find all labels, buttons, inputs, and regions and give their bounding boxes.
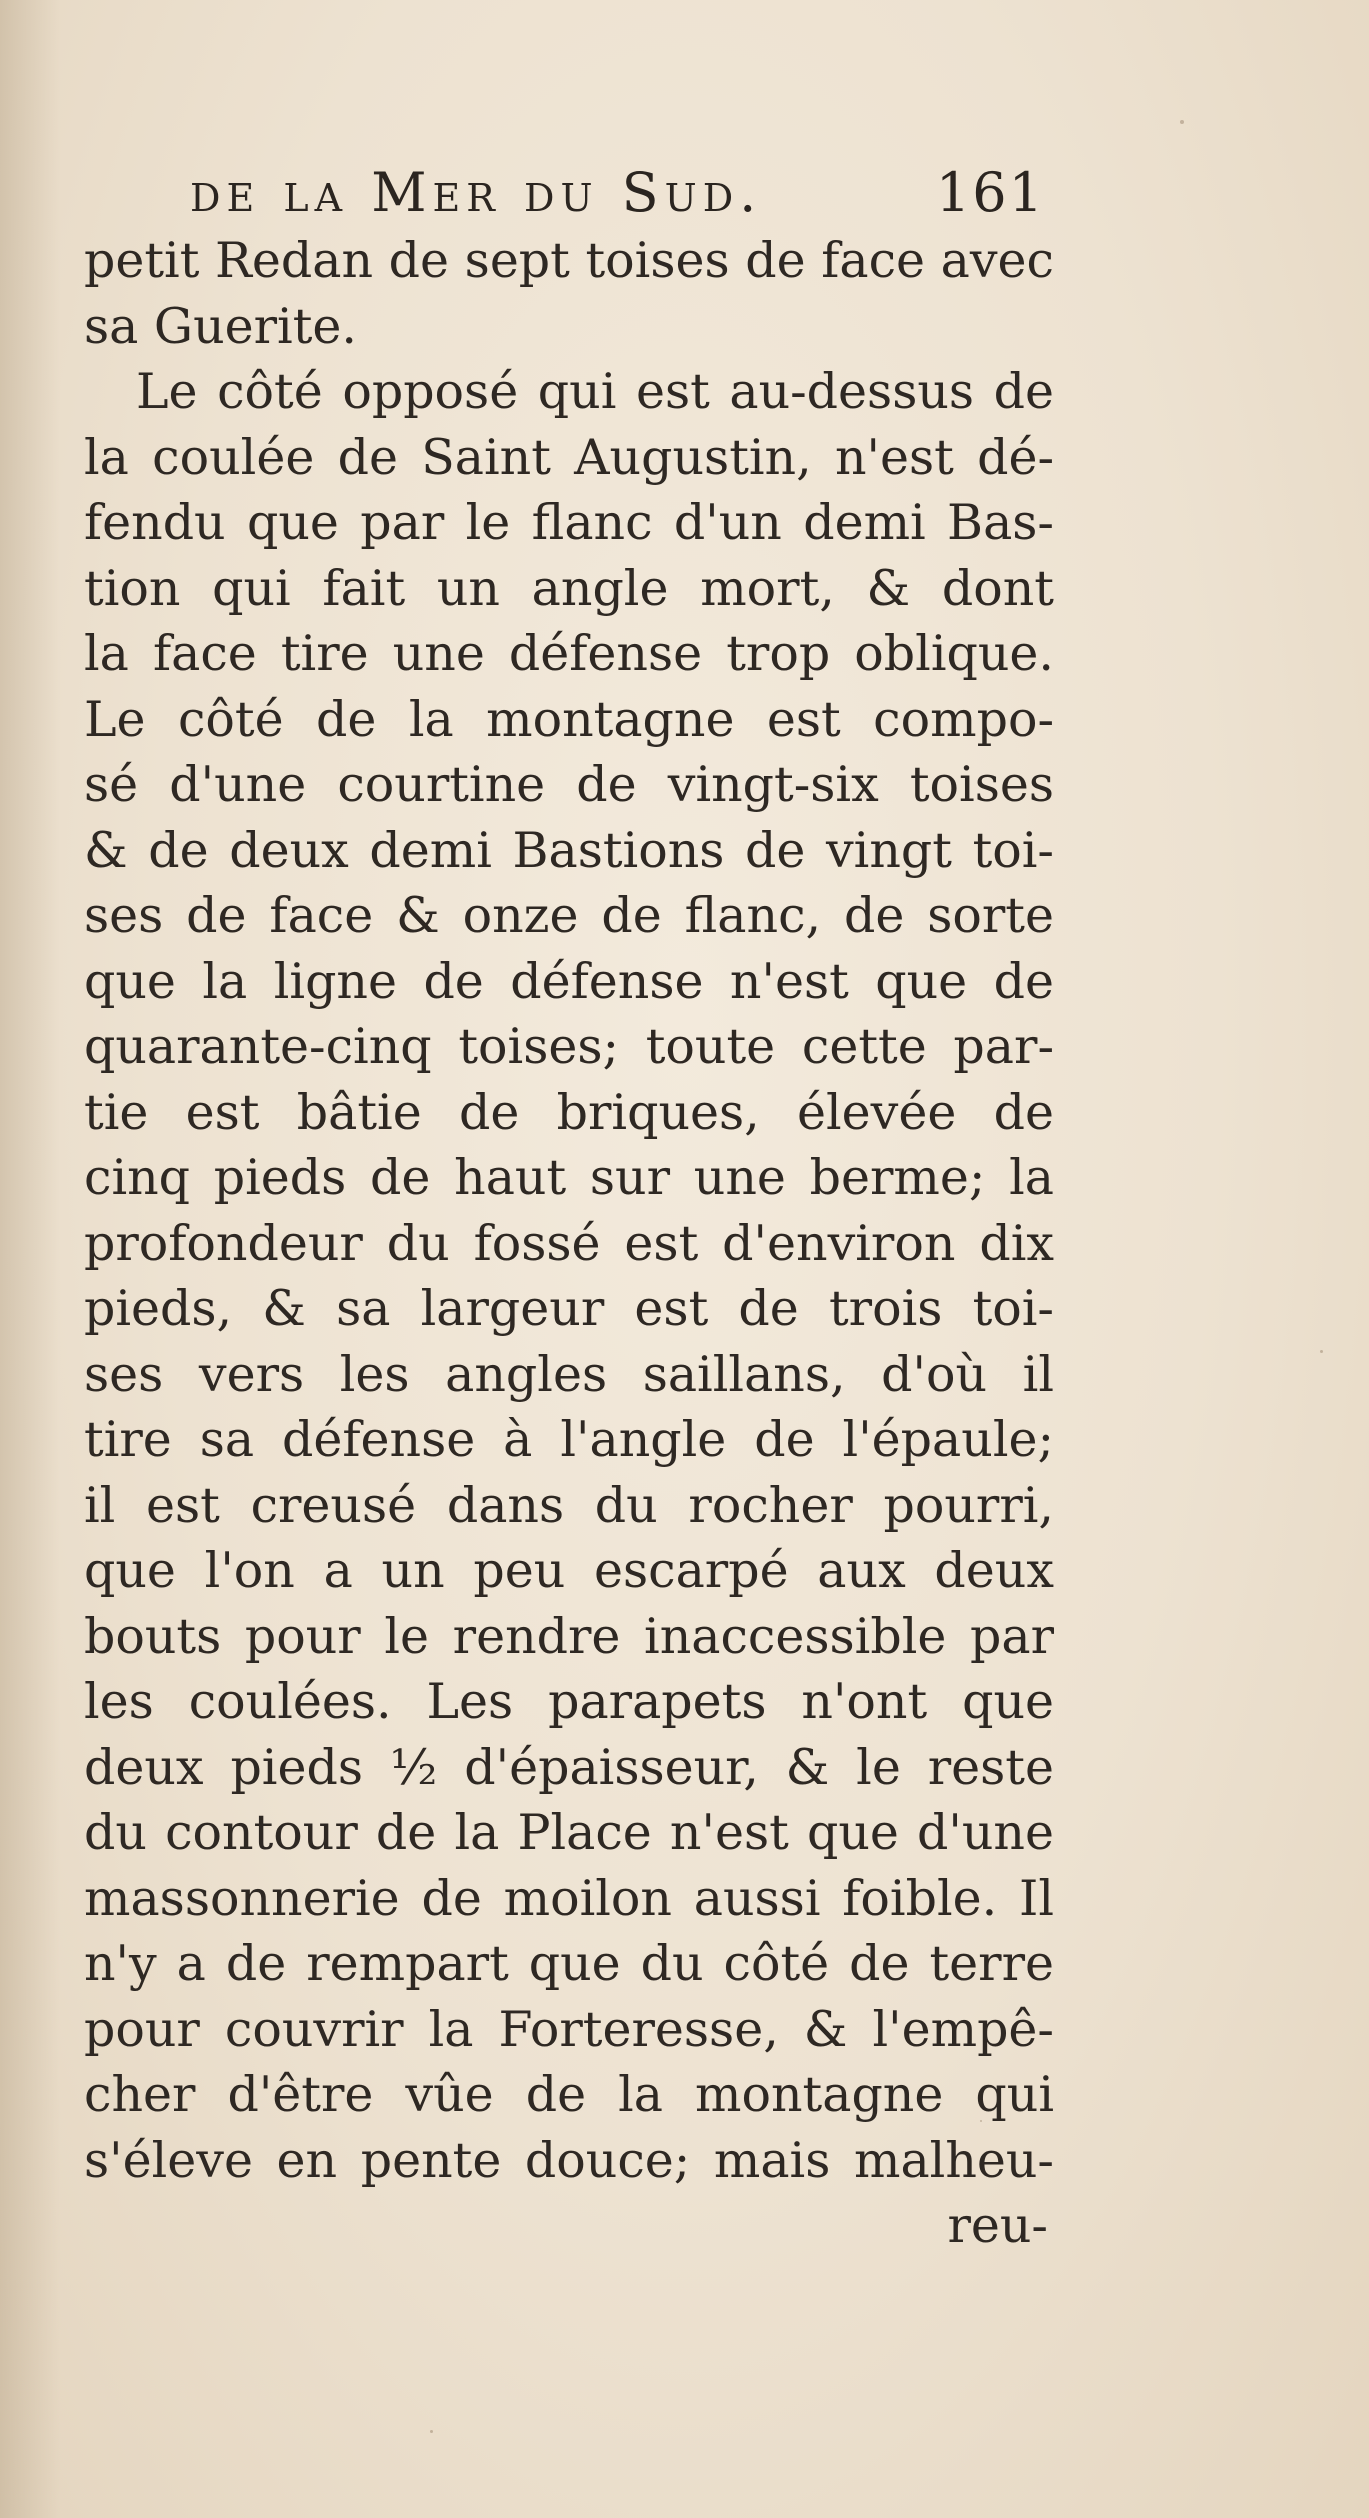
text-line: profondeur du fossé est d'environ dix <box>84 1214 1054 1272</box>
running-head: de la Mer du Sud. <box>190 161 763 224</box>
text-line: que la ligne de défense n'est que de <box>84 952 1054 1010</box>
page-header <box>190 158 1045 228</box>
page-number: 161 <box>935 161 1045 224</box>
paper-speck <box>430 2430 433 2433</box>
catchword: reu- <box>947 2197 1048 2254</box>
text-line: quarante-cinq toises; toute cette par- <box>84 1018 1054 1075</box>
text-line: la face tire une défense trop oblique. <box>84 625 1054 682</box>
text-line: pieds, & sa largeur est de trois toi- <box>84 1280 1054 1337</box>
text-line: n'y a de rempart que du côté de terre <box>84 1935 1054 1992</box>
text-line: cinq pieds de haut sur une berme; la <box>84 1149 1054 1206</box>
text-line: Le côté de la montagne est compo- <box>84 690 1054 748</box>
text-line: massonnerie de moilon aussi foible. Il <box>84 1869 1054 1927</box>
body-text <box>84 228 1054 2259</box>
text-line: petit Redan de sept toises de face avec <box>84 232 1054 289</box>
text-line: la coulée de Saint Augustin, n'est dé- <box>84 428 1054 486</box>
text-line: tie est bâtie de briques, élevée de <box>84 1083 1054 1141</box>
text-line: il est creusé dans du rocher pourri, <box>84 1476 1054 1534</box>
text-line: cher d'être vûe de la montagne qui <box>84 2066 1054 2123</box>
text-line: pour couvrir la Forteresse, & l'empê- <box>84 2000 1054 2058</box>
text-line: tire sa défense à l'angle de l'épaule; <box>84 1411 1054 1468</box>
text-line: ses de face & onze de flanc, de sorte <box>84 887 1054 944</box>
text-line: & de deux demi Bastions de vingt toi- <box>84 821 1054 879</box>
text-line: du contour de la Place n'est que d'une <box>84 1804 1054 1861</box>
text-line: que l'on a un peu escarpé aux deux <box>84 1542 1054 1599</box>
text-line: tion qui fait un angle mort, & dont <box>84 559 1054 617</box>
text-line: sé d'une courtine de vingt-six toises <box>84 756 1054 813</box>
text-line: Le côté opposé qui est au-dessus de <box>136 363 1054 420</box>
text-line: s'éleve en pente douce; mais malheu- <box>84 2131 1054 2189</box>
text-line: bouts pour le rendre inaccessible par <box>84 1607 1054 1665</box>
text-line: deux pieds ½ d'épaisseur, & le reste <box>84 1738 1054 1796</box>
paper-speck <box>1320 1350 1323 1353</box>
text-line: les coulées. Les parapets n'ont que <box>84 1673 1054 1730</box>
page-gutter-shadow <box>0 0 60 2518</box>
paper-speck <box>1180 120 1184 124</box>
text-line: fendu que par le flanc d'un demi Bas- <box>84 494 1054 551</box>
text-line: sa Guerite. <box>84 297 357 355</box>
text-line: ses vers les angles saillans, d'où il <box>84 1345 1054 1403</box>
